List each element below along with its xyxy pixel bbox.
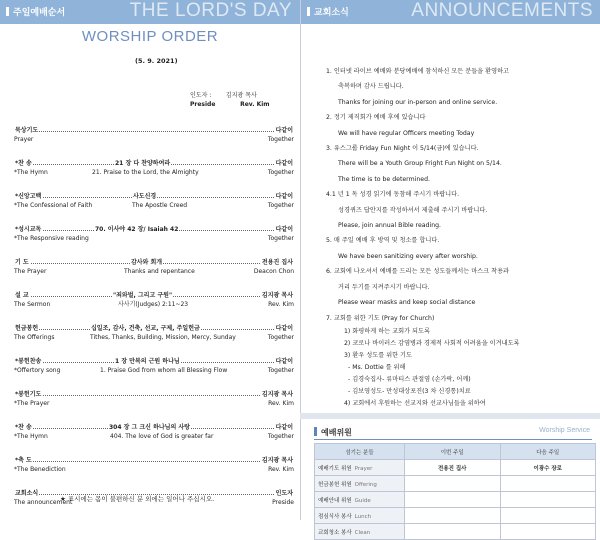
announcements-header: [301, 0, 600, 24]
announcement-line: 축복하며 감사 드립니다.: [338, 83, 404, 91]
presider-block: [190, 91, 270, 109]
worship-order-subtitle: WORSHIP ORDER: [81, 28, 219, 45]
announcement-list: [326, 64, 596, 410]
order-item-ko: *찬 송 304 장 그 크신 하나님의 사랑 다같이: [15, 424, 293, 431]
col-header: 이번 주일: [405, 444, 501, 460]
announcement-line: 5. 매 주일 예배 후 방역 및 청소를 합니다.: [326, 237, 440, 245]
worship-service-section: [300, 413, 600, 536]
announcement-line: 7. 교회를 위한 기도 (Pray for Church): [326, 314, 435, 322]
order-item-ko: *찬 송 21 장 다 찬양하여라 다같이: [15, 160, 293, 167]
table-row: 교회청소 봉사 Clean: [315, 524, 596, 540]
announcement-line: 3) 환우 성도를 위한 기도: [344, 351, 413, 359]
order-item-ko: *봉헌찬송 1 장 만복의 근원 하나님 다같이: [15, 358, 293, 365]
announcement-line: 1) 화평하게 하는 교회가 되도록: [344, 327, 430, 335]
order-item-ko: *축 도 김지광 목사: [15, 457, 293, 464]
announcement-line: 2) 코로나 바이러스 감염병과 경제적 사회적 어려움을 이겨내도록: [344, 339, 520, 347]
worship-order-label: 주일예배순서: [6, 5, 65, 18]
order-item-en: *The Confessional of Faith The Apostle Creed Together: [14, 202, 294, 209]
announcement-line: We will have regular Officers meeting Today: [338, 129, 475, 137]
announcement-line: 성경퀴즈 답안지를 작성하셔서 제출해 주시기 바랍니다.: [338, 206, 488, 214]
presider-role-ko: 인도자 :: [190, 92, 212, 99]
announcements-title: ANNOUNCEMENTS: [411, 0, 593, 21]
announcement-line: 2. 정기 제직회가 예배 후에 있습니다: [326, 114, 426, 122]
order-item-en: *The Benediction Rev. Kim: [14, 466, 294, 473]
announcement-line: 거리 두기를 지켜주시기 바랍니다.: [338, 283, 430, 291]
service-title: 예배위원: [314, 427, 352, 438]
table-row: 예배기도 위원 Prayer 전용진 집사 이광수 장로: [315, 460, 596, 476]
table-row: 예배안내 위원 Guide: [315, 492, 596, 508]
announcement-line: The time is to be determined.: [338, 175, 430, 183]
order-item-ko: 교회소식 인도자: [15, 490, 293, 497]
order-item-en: Prayer Together: [14, 136, 294, 143]
order-item-ko: *신앙고백 사도신경 다같이: [15, 193, 293, 200]
announcement-line: Please, join annual Bible reading.: [338, 222, 442, 230]
announcement-line: There will be a Youth Group Fright Fun Night on 5/14.: [338, 160, 502, 168]
standing-note: ★ 표시에는 몸이 불편하신 분 외에는 일어나 주십시오.: [60, 495, 215, 503]
lords-day-title: THE LORD'S DAY: [129, 0, 292, 21]
order-item-en: *Offertory song 1. Praise God from whom all Blessing Flow Together: [14, 367, 294, 374]
announcement-line: 1. 인터넷 라이브 예배와 분당예배에 참석하신 모든 분들을 환영하고: [326, 68, 510, 75]
order-item-ko: *성시교독 70. 이사야 42 장/ Isaiah 42 다같이: [15, 226, 293, 233]
announcement-line: - 김보영성도- 만성대상포진(3 차 신경통)치료: [348, 387, 471, 395]
service-title-en: Worship Service: [539, 427, 590, 434]
table-row: 헌금봉헌 위원 Offering: [315, 476, 596, 492]
announcement-line: - 김경숙집사- 류마티스 관절염 (손가락, 어깨): [348, 375, 471, 383]
order-item-ko: 헌금봉헌 십일조, 감사, 건축, 선교, 구제, 주일헌금 다같이: [15, 325, 293, 332]
order-item-en: *The Prayer Rev. Kim: [14, 400, 294, 407]
order-item-en: The Prayer Thanks and repentance Deacon Chon: [14, 268, 294, 275]
order-item-en: *The Responsive reading Together: [14, 235, 294, 242]
order-item-en: *The Hymn 21. Praise to the Lord, the Almighty Together: [14, 169, 294, 176]
worship-order-list: [14, 126, 294, 507]
worship-order-panel: [0, 0, 300, 520]
table-row: 점심식사 봉사 Lunch: [315, 508, 596, 524]
order-item-ko: 기 도 감사와 회개 전용진 집사: [15, 259, 293, 266]
service-date: (5. 9. 2021): [135, 57, 178, 65]
order-item-ko: 설 교 "죄와벌, 그리고 구원" 김지광 목사: [15, 292, 293, 299]
order-item-en: The Sermon 사사기(Judges) 2:11~23 Rev. Kim: [14, 301, 294, 308]
presider-name-ko: 김지광 목사: [225, 92, 257, 99]
order-item-en: The Offerings Tithes, Thanks, Building, Mission, Mercy, Sunday Together: [14, 334, 294, 341]
service-table: [314, 443, 596, 540]
announcement-line: 3. 유스그룹 Friday Fun Night 이 5/14(금)에 있습니다.: [326, 145, 479, 153]
worship-order-header: [0, 0, 300, 24]
order-item-ko: *봉헌기도 김지광 목사: [15, 391, 293, 398]
order-item-en: The announcement Preside: [14, 499, 294, 506]
col-header: 섬기는 분들: [315, 444, 405, 460]
announcement-line: Please wear masks and keep social distance: [338, 299, 476, 307]
announcements-label: 교회소식: [307, 5, 349, 18]
table-header-row: [315, 444, 596, 460]
announcement-line: - Ms. Dottie 를 위해: [348, 363, 406, 371]
announcement-line: Thanks for joining our in-person and online service.: [338, 98, 498, 106]
order-item-ko: 묵상기도 다같이: [15, 127, 293, 134]
announcement-line: 4.1 년 1 독 성경 읽기에 동참해 주시기 바랍니다.: [326, 191, 460, 199]
presider-name-en: Rev. Kim: [240, 101, 270, 108]
order-item-en: *The Hymn 404. The love of God is greater far Together: [14, 433, 294, 440]
col-header: 다음 주일: [500, 444, 596, 460]
announcement-line: We have been sanitizing every after worship.: [338, 252, 478, 260]
announcement-line: 4) 교회에서 후원하는 선교지와 선교사님들을 위하여: [344, 399, 486, 407]
presider-role-en: Preside: [190, 101, 216, 108]
announcement-line: 6. 교회에 나오셔서 예배를 드리는 모든 성도들께서는 마스크 착용과: [326, 268, 510, 276]
